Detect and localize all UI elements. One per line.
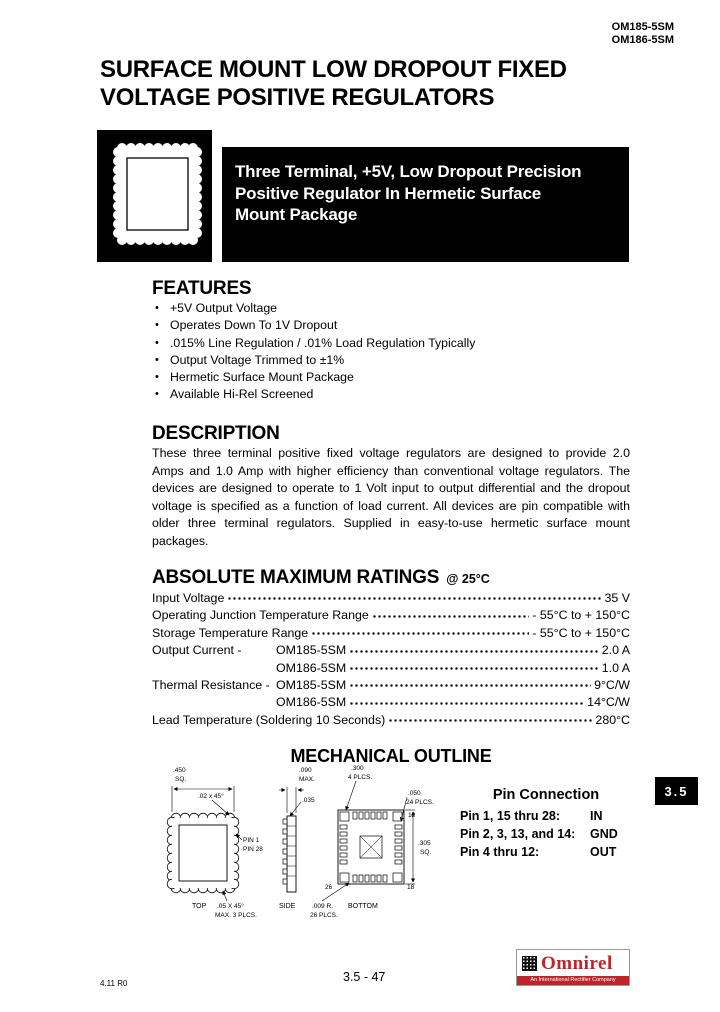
banner-line-1: Three Terminal, +5V, Low Dropout Precision <box>235 162 582 181</box>
ratings-heading-suffix: @ 25°C <box>446 572 490 586</box>
pin26-label: 26 <box>325 884 333 891</box>
feature-item <box>155 386 475 403</box>
feature-text: • Output Voltage Trimmed to ±1% <box>170 352 345 367</box>
feature-item <box>155 300 475 317</box>
mechanical-drawing <box>160 760 470 925</box>
doc-revision: 4.11 R0 <box>100 979 128 988</box>
pin-connection-row <box>460 843 632 861</box>
part-number-om185: OM185-5SM <box>611 21 674 33</box>
feature-item <box>155 317 475 334</box>
description-body: These three terminal positive fixed voltage regulators are designed to provide 2.0 Amps and 1.0 Amp with higher efficiency than conventional voltage regulators. The devices are designed to operate to 1 Volt input to output differential and the dropout voltage is specified as a function of load current. All devices are pin compatible with older three terminal regulators. Supplied in easy-to-use hermetic surface mount packages. <box>152 446 630 548</box>
rating-row <box>152 590 630 607</box>
rating-label <box>152 660 276 677</box>
dot-leader <box>349 694 584 711</box>
rating-label: Input Voltage <box>152 591 225 605</box>
chamfer-05x45-label: .05 X 45° <box>217 903 244 910</box>
dim-050-label: .050 <box>408 790 421 797</box>
dim-035-label: .035 <box>302 797 315 804</box>
pin-connection-row <box>460 807 632 825</box>
features-heading: FEATURES <box>152 278 252 299</box>
banner <box>222 147 629 262</box>
dim-305-label: .305 <box>418 840 431 847</box>
rating-sublabel: OM185-5SM <box>276 678 347 693</box>
rating-row <box>152 642 630 659</box>
rating-sublabel: OM185-5SM <box>276 643 347 658</box>
section-tab: 3.5 <box>655 777 698 805</box>
pin12-label: 12 <box>408 812 416 819</box>
rating-value: 14°C/W <box>587 695 630 710</box>
pin-connection-row <box>460 825 632 843</box>
title-line-2: VOLTAGE POSITIVE REGULATORS <box>100 84 495 111</box>
pin-range: Pin 1, 15 thru 28: <box>460 809 561 823</box>
dot-leader <box>388 712 592 729</box>
omnirel-grid-icon <box>522 956 537 971</box>
rating-label: Lead Temperature (Soldering 10 Seconds) <box>152 712 386 727</box>
pin-signal: IN <box>590 809 603 823</box>
rating-label: Thermal Resistance - <box>152 678 270 693</box>
rating-value: 9°C/W <box>594 678 630 693</box>
dim-090-label: .090 <box>299 767 312 774</box>
dim-450-label: .450 <box>173 767 186 774</box>
omnirel-tagline: An International Rectifier Company <box>517 976 629 985</box>
ratings-table <box>152 590 630 729</box>
ratings-heading-text: ABSOLUTE MAXIMUM RATINGS <box>152 567 440 588</box>
title-line-1: SURFACE MOUNT LOW DROPOUT FIXED <box>100 56 567 83</box>
package-illustration <box>97 130 212 262</box>
dot-leader <box>311 625 529 642</box>
package-image-box <box>97 130 212 262</box>
dim-009r-label: .009 R. <box>312 903 333 910</box>
chamfer-02x45-label: .02 x 45° <box>198 793 224 800</box>
bottom-view-label: BOTTOM <box>348 903 378 910</box>
page-title <box>100 56 567 112</box>
rating-row <box>152 712 630 729</box>
description-heading: DESCRIPTION <box>152 423 280 444</box>
dot-leader <box>372 607 530 624</box>
rating-row <box>152 694 630 711</box>
omnirel-logo-text: Omnirel <box>541 952 613 974</box>
rating-label <box>152 694 276 711</box>
rating-row <box>152 677 630 694</box>
rating-value: 1.0 A <box>601 660 630 675</box>
rating-value: 280°C <box>595 712 630 727</box>
rating-row <box>152 607 630 624</box>
rating-sublabel: OM186-5SM <box>276 660 347 675</box>
rating-value: 2.0 A <box>601 643 630 658</box>
pin-signal: OUT <box>590 845 617 859</box>
ratings-heading <box>152 567 490 589</box>
pin18-label: 18 <box>407 884 415 891</box>
pin1-label: PIN 1 <box>243 837 260 844</box>
part-numbers <box>612 21 674 47</box>
omnirel-logo <box>516 949 630 986</box>
top-view-drawing <box>167 786 242 901</box>
rating-value: - 55°C to + 150°C <box>532 625 630 640</box>
rating-row <box>152 660 630 677</box>
feature-item <box>155 335 475 352</box>
pin28-label: PIN 28 <box>243 846 263 853</box>
mechanical-section <box>0 760 720 955</box>
rating-label: Output Current - <box>152 643 242 658</box>
dot-leader <box>349 660 599 677</box>
feature-item <box>155 369 475 386</box>
banner-line-3: Mount Package <box>235 205 358 224</box>
features-list <box>155 300 475 404</box>
pin-range: Pin 2, 3, 13, and 14: <box>460 827 576 841</box>
mechanical-heading: MECHANICAL OUTLINE <box>290 746 492 766</box>
feature-text: • +5V Output Voltage <box>170 301 277 315</box>
dot-leader <box>349 677 591 694</box>
dim-050-plcs-label: 24 PLCS. <box>406 799 434 806</box>
feature-text: • Available Hi-Rel Screened <box>170 387 314 402</box>
dot-leader <box>349 642 599 659</box>
rating-value: 35 V <box>604 591 630 605</box>
side-view-drawing <box>279 787 304 892</box>
dim-300-label: .300 <box>351 765 364 772</box>
pin-connection-title: Pin Connection <box>492 787 600 803</box>
rating-value: - 55°C to + 150°C <box>532 608 630 623</box>
feature-item <box>155 352 475 369</box>
dim-305-sq-label: SQ. <box>420 849 432 856</box>
dot-leader <box>227 590 601 607</box>
rating-row <box>152 625 630 642</box>
side-view-label: SIDE <box>279 903 296 910</box>
page-number: 3.5 - 47 <box>343 970 386 984</box>
dim-009r-plcs-label: 26 PLCS. <box>310 912 338 919</box>
dim-300-plcs-label: 4 PLCS. <box>348 774 373 781</box>
feature-text: • .015% Line Regulation / .01% Load Regulation Typically <box>170 335 476 350</box>
pin-connection-table <box>460 787 632 861</box>
feature-text: • Hermetic Surface Mount Package <box>170 370 354 385</box>
pin-range: Pin 4 thru 12: <box>460 845 540 859</box>
pin-signal: GND <box>590 827 618 841</box>
top-view-label: TOP <box>192 903 207 910</box>
dim-090-max-label: MAX. <box>299 776 315 783</box>
part-number-om186: OM186-5SM <box>611 34 674 46</box>
feature-text: • Operates Down To 1V Dropout <box>170 318 338 333</box>
rating-label: Storage Temperature Range <box>152 625 309 640</box>
rating-sublabel: OM186-5SM <box>276 695 347 710</box>
bottom-view-drawing <box>322 781 415 901</box>
chamfer-05x45-plcs-label: MAX. 3 PLCS. <box>215 912 257 919</box>
dim-450-sq-label: SQ. <box>175 776 187 783</box>
rating-label: Operating Junction Temperature Range <box>152 608 369 623</box>
banner-line-2: Positive Regulator In Hermetic Surface <box>235 183 542 203</box>
